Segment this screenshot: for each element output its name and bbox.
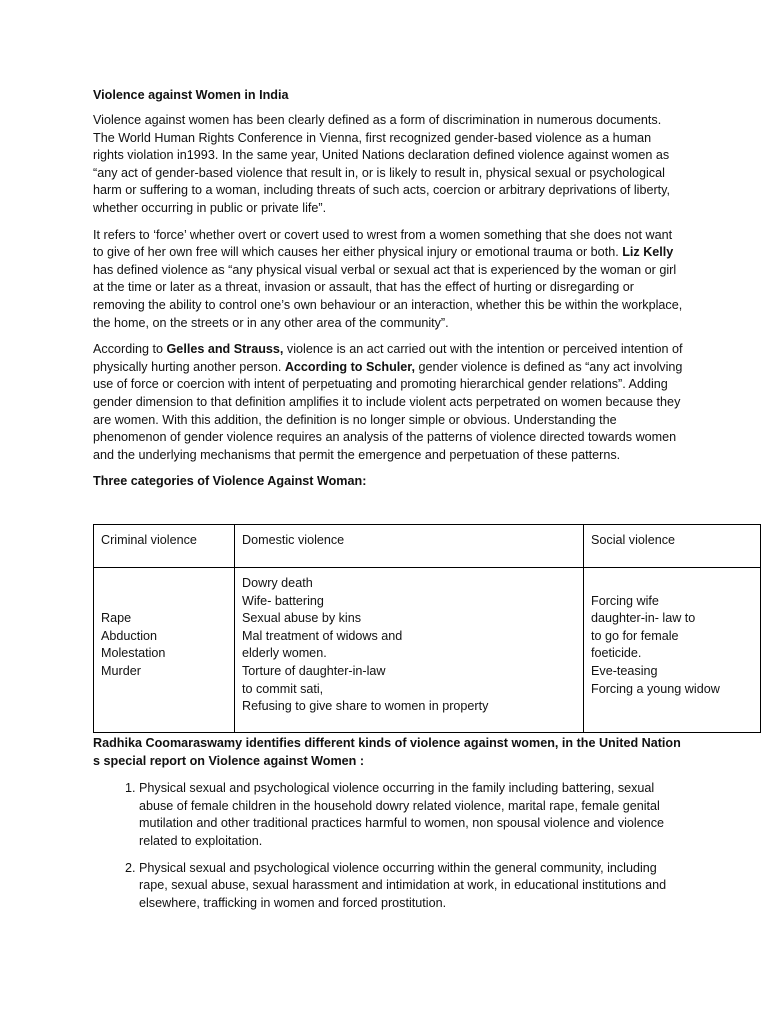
kinds-heading: Radhika Coomaraswamy identifies different kinds of violence against women, in the United Nation s special report on Violence against Women :: [93, 736, 681, 768]
list-item: Sexual abuse by kins: [242, 611, 362, 626]
list-item: to go for female: [591, 628, 679, 643]
paragraph-text: has defined violence as “any physical visual verbal or sexual act that is experienced by the woman or girl at the time or later as a threat, invasion or assault, that has the effect of hurting or disregarding or removing the ability to control one’s own behaviour or an interaction, whether this be within the workplace, the home, on the streets or in any other area of the community”.: [93, 262, 683, 330]
list-item: Eve-teasing: [591, 663, 658, 678]
list-item: Rape: [101, 611, 132, 625]
violence-categories-table: [93, 524, 761, 733]
paragraph-text: According to: [93, 342, 167, 357]
document-body: [93, 86, 683, 499]
list-item: Murder: [101, 663, 141, 678]
list-item: Wife- battering: [242, 593, 324, 608]
list-item: daughter-in- law to: [591, 611, 696, 626]
list-item: elderly women.: [242, 646, 327, 661]
table-row: [94, 568, 761, 733]
list-item: Molestation: [101, 646, 166, 661]
name-gelles-strauss: Gelles and Strauss,: [166, 342, 284, 357]
list-item: Torture of daughter-in-law: [242, 663, 386, 678]
list-item: Dowry death: [242, 576, 313, 590]
list-item: foeticide.: [591, 646, 642, 661]
list-item: to commit sati,: [242, 681, 324, 696]
list-item: Abduction: [101, 628, 158, 643]
name-liz-kelly: Liz Kelly: [622, 245, 674, 260]
list-item: Forcing wife: [591, 593, 659, 608]
name-schuler: According to Schuler,: [284, 359, 415, 374]
paragraph-gelles-schuler: [93, 341, 683, 464]
paragraph-text: gender violence is defined as “any act involving use of force or coercion with intent of perpetuating and promoting hierarchical gender relations”. Adding gender dimension to that definition amplifies it to include violent acts perpetrated on women because they are women. With this addition, the definition is no longer simple or obvious. Understanding the phenomenon of gender violence requires an analysis of the patterns of violence directed towards women and the underlying mechanisms that permit the emergence and perpetuation of these patterns.: [93, 359, 683, 462]
categories-heading: Three categories of Violence Against Woman:: [93, 474, 367, 489]
header-social: Social violence: [584, 525, 761, 568]
paragraph-definition: Violence against women has been clearly defined as a form of discrimination in numerous documents. The World Human Rights Conference in Vienna, first recognized gender-based violence as a human rights violation in1993. In the same year, United Nations declaration defined violence against women as “any act of gender-based violence that result in, or is likely to result in, physical sexual or psychological harm or suffering to a woman, including threats of such acts, coercion or arbitrary deprivations of liberty, whether occurring in public or private life”.: [93, 113, 671, 215]
document-title: Violence against Women in India: [93, 88, 289, 102]
cell-criminal: [94, 568, 235, 733]
spacer: [591, 575, 753, 593]
list-item: Mal treatment of widows and: [242, 628, 403, 643]
paragraph-force: [93, 227, 683, 333]
paragraph-text: violence is an act carried out with the intention or perceived intention of physically hurting another person.: [93, 342, 683, 374]
list-item: Refusing to give share to women in property: [242, 699, 489, 714]
spacer: [101, 575, 227, 610]
table-header-row: [94, 525, 761, 568]
list-item: Forcing a young widow: [591, 681, 720, 696]
list-item: 1. Physical sexual and psychological violence occurring in the family including battering, sexual abuse of female children in the household dowry related violence, marital rape, female genital mutilation and other traditional practices harmful to women, non spousal violence and violence related to exploitation.: [139, 780, 683, 850]
paragraph-text: It refers to ‘force’ whether overt or covert used to wrest from a women something that she does not want to give of her own free will which causes her either physical injury or emotional trauma or both.: [93, 227, 673, 260]
header-criminal: Criminal violence: [94, 525, 235, 568]
header-domestic: Domestic violence: [235, 525, 584, 568]
kinds-section: [93, 735, 683, 921]
cell-domestic: [235, 568, 584, 733]
kinds-list: [93, 780, 683, 912]
list-item: 2. Physical sexual and psychological violence occurring within the general community, including rape, sexual abuse, sexual harassment and intimidation at work, in educational institutions and elsewhere, trafficking in women and forced prostitution.: [139, 860, 683, 913]
cell-social: [584, 568, 761, 733]
